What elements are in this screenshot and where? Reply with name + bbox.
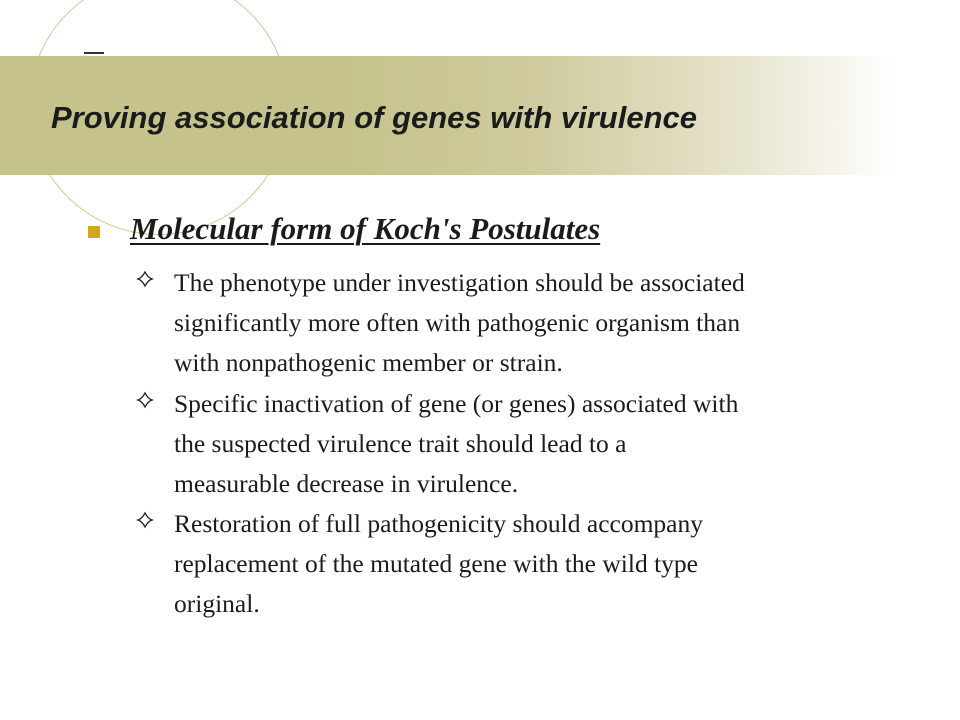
list-item-line: Restoration of full pathogenicity should accompany — [174, 509, 704, 538]
list-item-text — [174, 263, 894, 383]
list-item-line: measurable decrease in virulence. — [174, 469, 519, 498]
list-item-line: the suspected virulence trait should lead to a — [174, 429, 627, 458]
list-item-line: The phenotype under investigation should be associated — [174, 268, 745, 297]
slide-title: Proving association of genes with virulence — [51, 100, 697, 135]
section-heading: Molecular form of Koch's Postulates — [130, 211, 601, 246]
list-item-text — [174, 384, 894, 504]
list-item-line: Specific inactivation of gene (or genes) associated with — [174, 389, 739, 418]
diamond-outline-bullet-icon — [134, 266, 156, 292]
diamond-outline-bullet-icon — [134, 507, 156, 533]
diamond-outline-bullet-icon — [134, 387, 156, 413]
list-item-line: original. — [174, 589, 260, 618]
square-bullet-icon — [88, 226, 100, 238]
list-item-line: replacement of the mutated gene with the wild type — [174, 549, 698, 578]
decorative-dash — [84, 52, 104, 54]
list-item-text — [174, 504, 894, 624]
list-item-line: with nonpathogenic member or strain. — [174, 348, 563, 377]
list-item-line: significantly more often with pathogenic organism than — [174, 308, 741, 337]
